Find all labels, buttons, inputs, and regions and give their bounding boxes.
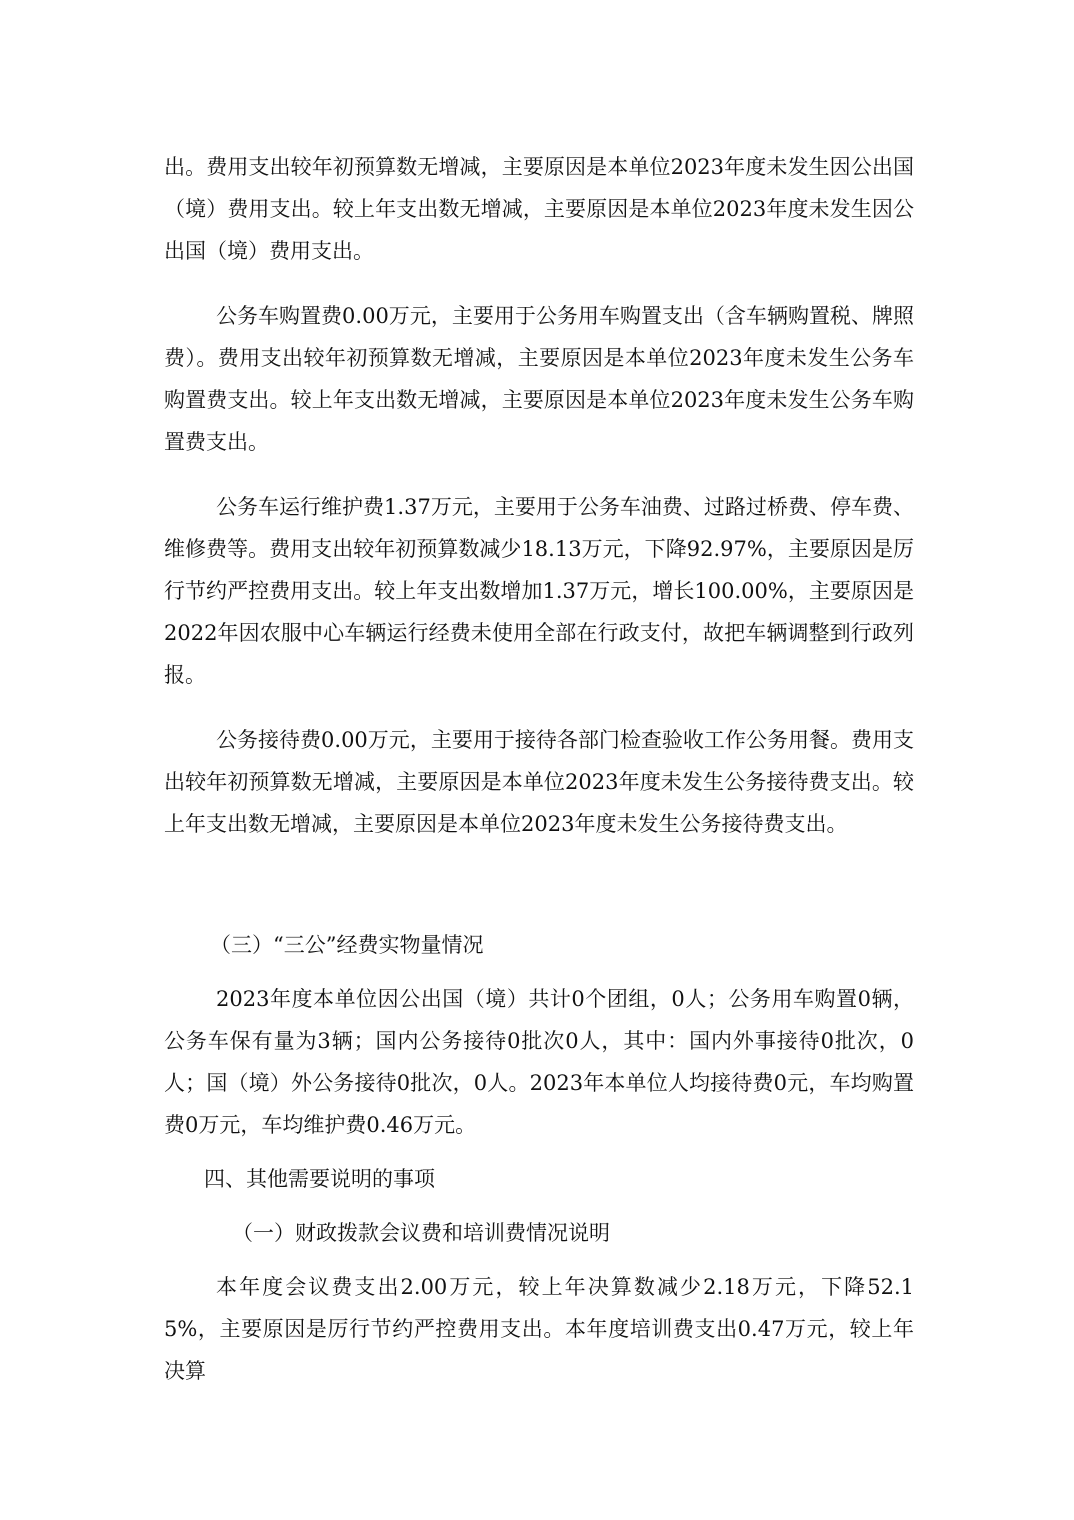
page-text-lower — [164, 924, 914, 1392]
paragraph-overseas-travel-continued: 出。费用支出较年初预算数无增减，主要原因是本单位2023年度未发生因公出国（境）费用支出。较上年支出数无增减，主要原因是本单位2023年度未发生因公出国（境）费用支出。 — [164, 155, 914, 263]
paragraph-vehicle-maintenance: 公务车运行维护费1.37万元，主要用于公务车油费、过路过桥费、停车费、维修费等。费用支出较年初预算数减少18.13万元，下降92.97%，主要原因是厉行节约严控费用支出。较上年支出数增加1.37万元，增长100.00%，主要原因是2022年因农服中心车辆运行经费未使用全部在行政支付，故把车辆调整到行政列报。 — [164, 495, 914, 687]
page-text-upper — [164, 146, 914, 845]
paragraph-meeting-training: 本年度会议费支出2.00万元，较上年决算数减少2.18万元，下降52.15%，主要原因是厉行节约严控费用支出。本年度培训费支出0.47万元，较上年决算 — [164, 1275, 914, 1383]
paragraph-vehicle-purchase: 公务车购置费0.00万元，主要用于公务用车购置支出（含车辆购置税、牌照费）。费用支出较年初预算数无增减，主要原因是本单位2023年度未发生公务车购置费支出。较上年支出数无增减，主要原因是本单位2023年度未发生公务车购置费支出。 — [164, 304, 914, 454]
section-heading-meeting-training: （一）财政拨款会议费和培训费情况说明 — [232, 1221, 610, 1245]
paragraph-physical-quantity: 2023年度本单位因公出国（境）共计0个团组，0人；公务用车购置0辆，公务车保有量为3辆；国内公务接待0批次0人，其中：国内外事接待0批次，0人；国（境）外公务接待0批次，0人。2023年本单位人均接待费0元，车均购置费0万元，车均维护费0.46万元。 — [164, 987, 914, 1137]
paragraph-reception: 公务接待费0.00万元，主要用于接待各部门检查验收工作公务用餐。费用支出较年初预算数无增减，主要原因是本单位2023年度未发生公务接待费支出。较上年支出数无增减，主要原因是本单位2023年度未发生公务接待费支出。 — [164, 728, 914, 836]
section-heading-physical-quantity: （三）“三公”经费实物量情况 — [210, 933, 484, 957]
section-heading-other-matters: 四、其他需要说明的事项 — [204, 1167, 435, 1191]
